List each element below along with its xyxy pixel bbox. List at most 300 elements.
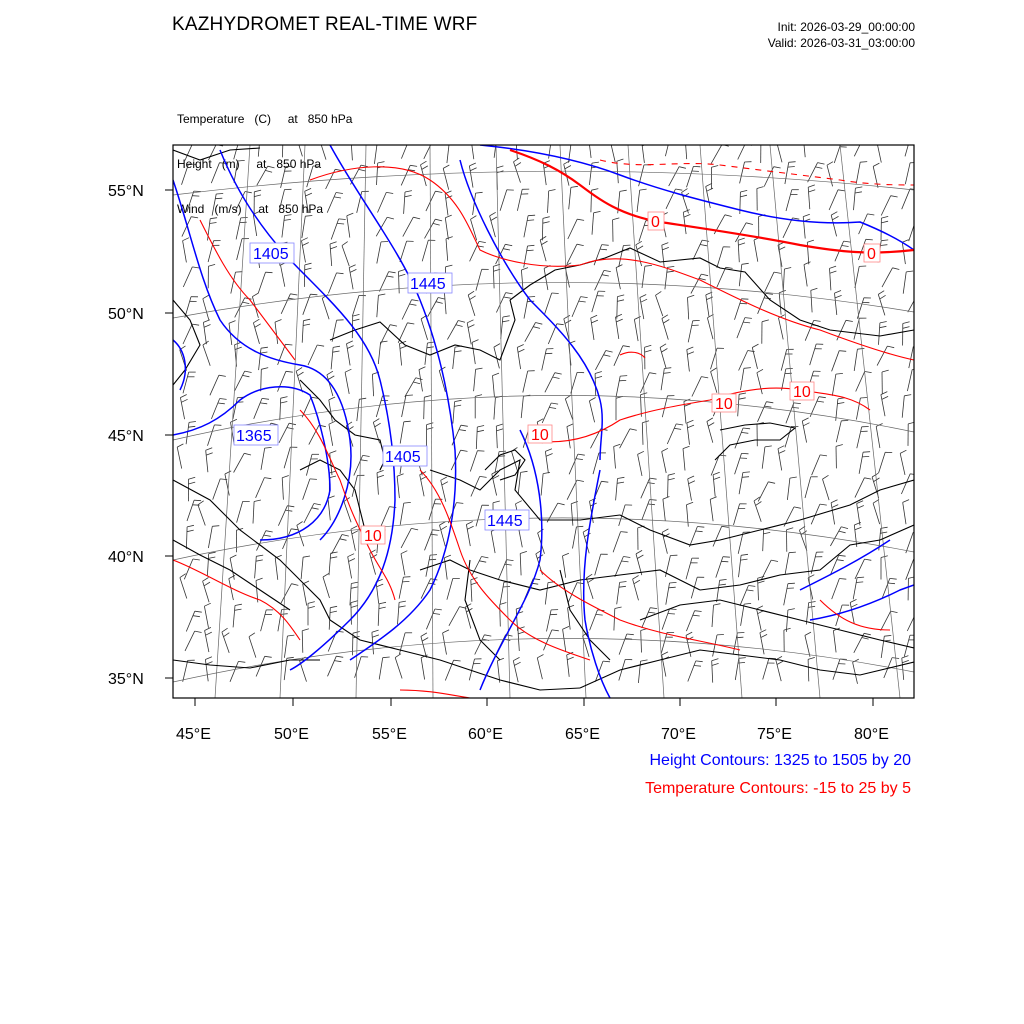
wind-barb [446,239,448,261]
wind-barb [237,501,243,522]
wind-barb-feather [779,451,785,454]
wind-barb-feather [743,322,750,323]
wind-barb-feather [917,611,924,612]
wind-barb-feather [555,373,562,374]
wind-barb [233,606,235,628]
wind-barb-feather [807,240,814,242]
wind-barb-feather [340,539,347,541]
wind-barb-feather [359,169,366,171]
wind-barb-feather [790,477,797,478]
wind-barb [741,604,745,626]
wind-barb [453,347,455,369]
wind-barb [180,578,187,599]
wind-barb-feather [305,268,312,270]
wind-barb-feather [361,165,368,167]
valid-time: Valid: 2026-03-31_03:00:00 [767,36,915,50]
wind-barb-feather [266,531,273,532]
wind-barb-feather [441,526,447,530]
wind-barb [687,505,689,527]
wind-barb-feather [351,526,357,529]
wind-barb-feather [297,136,303,140]
wind-barb [212,194,216,216]
wind-barb [377,295,379,317]
wind-barb-feather [820,504,827,505]
wind-barb-feather [774,272,781,273]
wind-barb-feather [687,420,694,423]
wind-barb [563,629,566,651]
wind-barb-feather [756,502,762,506]
wind-barb [208,526,212,548]
wind-barb-feather [245,192,252,193]
wind-barb-feather [693,615,700,616]
wind-barb [281,584,292,603]
field-height: Height (m) at 850 hPa [177,157,322,171]
wind-barb-feather [743,428,750,429]
wind-barb-feather [516,140,523,142]
wind-barb [370,553,376,574]
wind-barb [184,559,193,579]
wind-barb-feather [746,223,753,225]
wind-barb-feather [700,245,707,246]
temperature-contour-labels [361,212,880,545]
wind-barb [453,402,455,424]
wind-barb [595,351,605,370]
wind-barb [213,479,221,500]
wind-barb-feather [231,419,237,422]
wind-barb [203,299,209,320]
wind-barb-feather [347,346,353,349]
wind-barb-feather [581,297,588,298]
wind-barb-feather [818,163,825,165]
wind-barb-feather [577,219,584,220]
wind-barb [830,527,841,546]
wind-barb [449,607,460,626]
wind-barb-feather [855,192,862,193]
wind-barb-feather [596,614,603,615]
wind-barb-feather [459,430,466,431]
wind-barb [735,453,742,474]
wind-barb-feather [809,190,816,192]
wind-barb-feather [604,355,611,357]
wind-barb-feather [742,263,749,264]
wind-barb [281,265,285,287]
wind-barb [687,350,690,372]
wind-barb-feather [903,500,909,503]
wind-barb-feather [287,635,294,636]
wind-barb-feather [594,211,601,212]
wind-barb-feather [444,555,451,558]
wind-barb [779,293,781,315]
wind-barb-feather [855,527,862,530]
wind-barb [476,269,482,290]
wind-barb [634,319,638,341]
wind-barb-feather [553,377,560,379]
wind-barb-feather [794,403,801,404]
wind-barb-feather [696,531,703,532]
wind-barb-feather [864,137,871,138]
wind-barb-feather [831,500,837,503]
wind-barb [617,582,620,604]
wind-barb-feather [497,135,504,136]
wind-barb-feather [661,349,667,353]
wind-barb-feather [210,218,217,219]
wind-barb-feather [328,376,334,380]
wind-barb [525,323,536,342]
wind-barb [378,192,387,212]
wind-barb [342,246,349,267]
wind-barb-feather [867,214,874,215]
wind-barb [278,506,287,526]
wind-barb-feather [397,474,404,477]
wind-barb-feather [476,368,483,369]
wind-barb [211,163,219,183]
wind-barb-feather [351,136,358,138]
init-time: Init: 2026-03-29_00:00:00 [777,20,915,34]
wind-barb-feather [471,135,477,138]
wind-barb-feather [377,584,384,587]
wind-barb [281,294,290,314]
wind-barb [471,137,474,159]
wind-barb-feather [543,217,550,219]
wind-barb-feather [455,400,462,401]
wind-barb-feather [181,399,187,402]
wind-barb [688,321,693,343]
wind-barb-feather [323,573,329,577]
wind-barb-feather [701,274,708,276]
wind-barb-feather [763,532,770,534]
wind-barb [836,421,841,442]
graticule [173,145,914,698]
wind-barb-feather [286,371,293,372]
wind-barb [857,427,862,448]
wind-barb [881,636,884,658]
height-label: 1445 [410,276,446,293]
wind-barb [235,371,245,391]
wind-barb [833,631,836,653]
wind-barb-feather [592,189,599,191]
wind-barb-feather [902,656,909,658]
wind-barb-feather [739,658,746,659]
wind-barb [683,212,686,234]
wind-barb [907,611,917,631]
wind-barb-feather [235,347,242,349]
wind-barb [854,188,856,210]
wind-barb-feather [303,324,310,325]
longitude-labels [176,698,889,743]
wind-barb-feather [835,291,842,294]
wind-barb-feather [765,406,772,407]
wind-barb [234,138,240,159]
wind-barb-feather [832,216,838,219]
wind-barb-feather [421,633,427,637]
wind-barb [297,525,304,546]
wind-barb-feather [333,351,340,352]
wind-barb-feather [353,632,360,634]
wind-barb [712,661,713,683]
wind-barb-feather [261,352,268,353]
wind-barb-feather [747,590,754,591]
wind-barb-feather [549,190,556,191]
wind-barb-feather [533,327,540,329]
wind-barb-feather [334,197,341,198]
wind-barb-feather [329,476,336,478]
wind-barb-feather [592,162,599,163]
wind-barb-feather [683,446,690,448]
wind-barb-feather [914,559,921,560]
wind-barb-feather [774,167,781,168]
wind-barb-feather [189,482,196,484]
lat-label: 55°N [108,183,144,200]
wind-barb [278,371,286,391]
wind-barb-feather [230,555,236,558]
wind-barb-feather [792,407,799,408]
wind-barb-feather [627,634,634,635]
wind-barb [589,163,592,185]
wind-barb-feather [216,194,223,195]
wind-barb [688,298,689,320]
wind-barb-feather [220,399,227,400]
wind-barb [565,399,572,420]
wind-barb [642,500,650,521]
wind-barb [567,480,577,500]
wind-barb-feather [862,638,869,640]
wind-barb-feather [860,398,867,399]
wind-barb [398,602,400,624]
wind-barb-feather [383,657,390,658]
wind-barb-feather [595,376,602,378]
wind-barb [640,373,649,393]
wind-barb-feather [261,368,268,370]
wind-barb-feather [433,613,440,614]
wind-barb-feather [835,295,842,298]
wind-barb [735,658,739,680]
wind-barb [542,403,551,423]
wind-barb-feather [600,249,607,250]
wind-barb [372,374,373,396]
wind-barb [765,272,774,292]
wind-barb-feather [337,223,344,224]
wind-barb-feather [881,240,888,241]
wind-barb-feather [880,295,886,299]
wind-barb-feather [218,403,225,404]
wind-barb [516,137,518,159]
wind-barb [831,503,835,525]
wind-barb [253,502,254,524]
wind-barb-feather [762,320,769,322]
wind-barb-feather [352,531,358,534]
wind-barb-feather [851,604,857,607]
height-contours [173,145,914,698]
wind-barb [465,607,471,628]
wind-barb [329,553,331,575]
wind-barb [662,609,669,630]
wind-barb [381,507,390,527]
wind-barb [706,295,709,317]
wind-barb-feather [637,555,643,559]
wind-barb [424,139,434,159]
wind-barb-feather [663,320,669,324]
wind-barb [421,319,428,340]
wind-barb-feather [496,424,503,426]
wind-barb [808,659,809,681]
wind-barb [909,220,916,241]
wind-barb [330,244,332,266]
wind-barb-feather [882,370,889,372]
wind-barb [688,661,696,682]
wind-barb-feather [881,221,888,223]
wind-barb [786,190,792,211]
wind-barb [855,266,859,288]
wind-barb [642,423,643,445]
wind-barb-feather [778,446,784,449]
wind-barb-feather [507,560,514,561]
wind-barb-feather [435,191,442,192]
wind-barb [636,245,642,266]
wind-barb [685,137,687,159]
wind-barb-feather [725,215,732,217]
wind-barb-feather [404,502,411,503]
wind-barb [379,272,388,292]
wind-barb [738,140,748,160]
wind-barb-feather [281,614,288,615]
wind-barb [616,376,620,398]
wind-barb [808,187,810,209]
wind-barb [470,451,477,472]
wind-barb [637,190,640,212]
wind-barb [854,137,864,157]
wind-barb-feather [467,320,473,323]
wind-barb-feather [412,300,419,301]
wind-barb [541,474,543,496]
wind-barb [735,428,743,448]
latitude-labels [108,183,173,688]
wind-barb-feather [330,247,337,249]
wind-barb-feather [327,371,333,375]
wind-barb-feather [400,346,407,349]
wind-barb-feather [461,450,468,451]
wind-barb [614,609,615,631]
wind-barb-feather [467,526,473,529]
wind-barb [350,584,351,606]
wind-barb-feather [873,163,879,166]
map-title: KAZHYDROMET REAL-TIME WRF [172,14,478,35]
wind-barb-feather [747,140,754,141]
wind-barb-feather [329,421,335,424]
wind-barb [521,396,523,418]
wind-barb [376,396,382,417]
wind-barb-feather [342,535,349,537]
wind-barb-feather [187,530,194,532]
wind-barb-feather [839,531,846,533]
wind-barb-feather [803,423,809,426]
wind-barb-feather [194,140,201,141]
wind-barb-feather [203,320,210,323]
wind-barb [444,292,446,314]
wind-barb-feather [545,449,552,452]
wind-barb-feather [748,586,755,587]
wind-barb [284,636,287,658]
wind-barb-feather [351,601,358,603]
wind-barb-feather [768,482,775,484]
wind-barb-feather [455,351,462,352]
wind-barb-feather [877,138,883,141]
wind-barb [203,322,206,344]
wind-barb-feather [180,574,186,578]
wind-barb-feather [329,397,335,400]
wind-barb-feather [353,319,360,321]
wind-barb-feather [808,185,815,187]
wind-barb [493,266,494,288]
wind-barb [713,635,717,657]
wind-barb-feather [198,501,204,505]
wind-barb [805,477,811,498]
wind-barb-feather [540,236,546,240]
wind-barb-feather [712,659,719,661]
wind-barb-feather [839,579,846,580]
wind-barb [302,631,303,653]
wind-barb-feather [819,397,826,398]
wind-barb-feather [857,577,864,578]
wind-barb [401,138,409,158]
wind-barb [835,293,837,315]
wind-barb [740,162,745,183]
wind-barb-feather [516,501,522,504]
wind-barb-feather [528,297,535,298]
wind-barb-feather [649,373,656,374]
wind-barb-feather [424,396,431,398]
wind-barb [426,555,430,577]
wind-barb [784,584,788,606]
wind-barb-feather [454,405,461,406]
wind-barb-feather [578,454,585,455]
wind-barb-feather [616,319,622,322]
wind-barb-feather [820,455,827,456]
wind-barb-feather [757,606,763,609]
wind-barb [803,217,805,239]
wind-barb [443,633,447,655]
wind-barb-feather [857,348,864,349]
wind-barb [401,528,411,548]
temperature-label: 10 [793,384,811,401]
wind-barb-feather [436,302,443,304]
wind-barb-feather [303,319,310,321]
wind-barb-feather [809,602,816,603]
wind-barb-feather [334,661,341,662]
wind-barb [491,531,495,553]
wind-barb [211,399,219,419]
wind-barb-feather [411,528,418,530]
wind-barb [307,166,313,187]
wind-barb [235,192,245,212]
wind-barb-feather [588,133,595,136]
wind-barb [205,660,208,682]
wind-barb [344,501,351,522]
wind-barb-feather [862,456,869,457]
wind-barb-feather [670,582,677,583]
wind-barb [472,342,475,364]
wind-barb-feather [916,297,923,299]
wind-barb-feather [433,530,440,531]
wind-barb-feather [407,323,414,324]
wind-barb-feather [634,580,640,584]
wind-barb [752,348,757,369]
wind-barb-feather [454,660,461,661]
wind-barb-feather [521,268,528,270]
wind-barb-feather [543,222,550,224]
wind-barb-feather [606,351,613,353]
wind-barb [327,193,336,213]
wind-barb-feather [472,140,478,143]
